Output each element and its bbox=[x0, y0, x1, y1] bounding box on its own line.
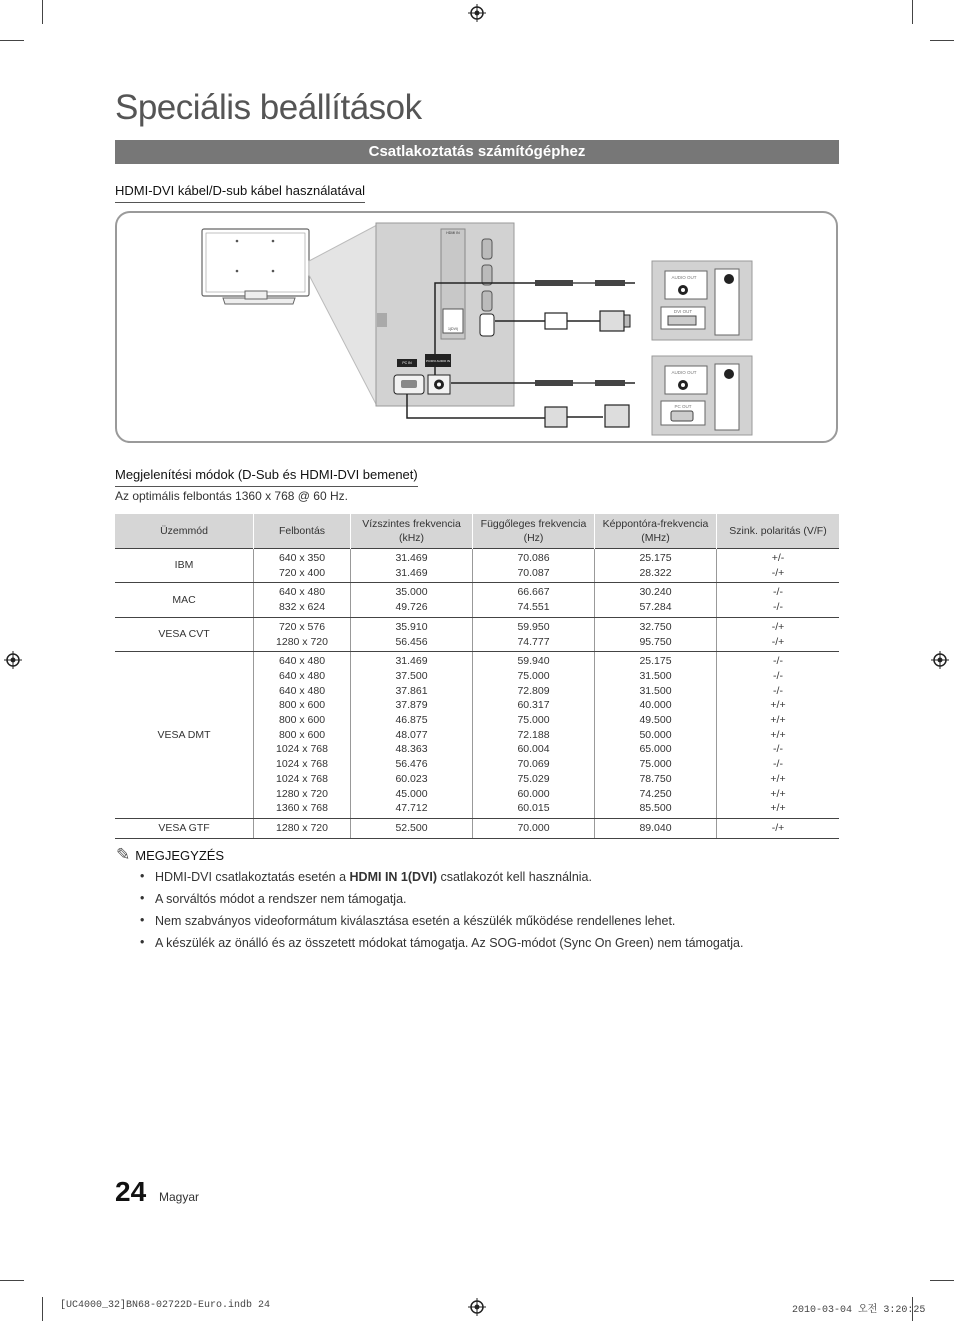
crop-mark bbox=[930, 40, 954, 41]
polarity-cell: +/- -/+ bbox=[717, 549, 840, 583]
crop-mark bbox=[42, 1297, 43, 1321]
section-bar: Csatlakoztatás számítógéphez bbox=[115, 140, 839, 164]
sub-heading-display-modes: Megjelenítési módok (D-Sub és HDMI-DVI bemenet) bbox=[115, 467, 418, 487]
crop-mark bbox=[0, 1280, 24, 1281]
header-mode: Üzemmód bbox=[115, 514, 254, 549]
crop-mark bbox=[42, 0, 43, 24]
v-freq-cell: 66.667 74.551 bbox=[473, 583, 595, 617]
header-h-freq: Vízszintes frekvencia (kHz) bbox=[351, 514, 473, 549]
mode-cell: VESA GTF bbox=[115, 818, 254, 838]
polarity-cell: -/+ bbox=[717, 818, 840, 838]
registration-mark-icon bbox=[931, 651, 949, 669]
pc-panel-dvi bbox=[652, 261, 752, 340]
resolution-cell: 640 x 480 640 x 480 640 x 480 800 x 600 800 x 600 800 x 600 1024 x 768 1024 x 768 1024 x 768 1280 x 720 1360 x 768 bbox=[254, 652, 351, 819]
v-freq-cell: 70.000 bbox=[473, 818, 595, 838]
mode-cell: MAC bbox=[115, 583, 254, 617]
polarity-cell: -/+ -/+ bbox=[717, 617, 840, 651]
list-item bbox=[140, 866, 743, 888]
print-file-info: [UC4000_32]BN68-02722D-Euro.indb 24 bbox=[60, 1300, 271, 1311]
display-modes-table bbox=[115, 514, 839, 839]
polarity-cell: -/- -/- bbox=[717, 583, 840, 617]
note-text: csatlakozót kell használnia. bbox=[437, 870, 592, 884]
hdmi-in-label: HDMI IN bbox=[446, 231, 460, 235]
h-freq-cell: 52.500 bbox=[351, 818, 473, 838]
pc2-pc-out-label: PC OUT bbox=[674, 404, 692, 409]
header-polarity: Szink. polaritás (V/F) bbox=[717, 514, 840, 549]
h-freq-cell: 35.000 49.726 bbox=[351, 583, 473, 617]
pc2-audio-out-label: AUDIO OUT bbox=[671, 370, 697, 375]
pixel-clock-cell: 89.040 bbox=[595, 818, 717, 838]
registration-mark-icon bbox=[468, 4, 486, 22]
pixel-clock-cell: 25.175 28.322 bbox=[595, 549, 717, 583]
audio-in-label: PC/DVI AUDIO IN bbox=[425, 359, 451, 363]
note-heading bbox=[116, 845, 224, 865]
print-timestamp: 2010-03-04 오전 3:20:25 bbox=[792, 1305, 926, 1316]
crop-mark bbox=[930, 1280, 954, 1281]
mode-cell: VESA CVT bbox=[115, 617, 254, 651]
page-language: Magyar bbox=[159, 1190, 200, 1204]
pixel-clock-cell: 25.175 31.500 31.500 40.000 49.500 50.000 65.000 75.000 78.750 74.250 85.500 bbox=[595, 652, 717, 819]
page-number: 24 bbox=[115, 1176, 147, 1207]
tv-back-icon bbox=[202, 229, 309, 304]
pixel-clock-cell: 32.750 95.750 bbox=[595, 617, 717, 651]
note-list bbox=[140, 866, 743, 954]
h-freq-cell: 31.469 31.469 bbox=[351, 549, 473, 583]
mode-cell: IBM bbox=[115, 549, 254, 583]
pc-panel-d-sub bbox=[652, 356, 752, 435]
sub-heading-cable: HDMI-DVI kábel/D-sub kábel használatával bbox=[115, 183, 365, 203]
resolution-cell: 640 x 480 832 x 624 bbox=[254, 583, 351, 617]
v-freq-cell: 70.086 70.087 bbox=[473, 549, 595, 583]
list-item: • A sorváltós módot a rendszer nem támogatja. bbox=[140, 888, 743, 910]
tv-connector-panel bbox=[376, 223, 514, 406]
header-resolution: Felbontás bbox=[254, 514, 351, 549]
hdmi-dvi-label: 1(DVI) bbox=[447, 327, 459, 331]
pc-in-label: PC IN bbox=[402, 361, 412, 365]
table-row bbox=[115, 617, 839, 651]
pc1-audio-out-label: AUDIO OUT bbox=[671, 275, 697, 280]
resolution-cell: 1280 x 720 bbox=[254, 818, 351, 838]
crop-mark bbox=[0, 40, 24, 41]
resolution-cell: 640 x 350 720 x 400 bbox=[254, 549, 351, 583]
header-v-freq: Függőleges frekvencia (Hz) bbox=[473, 514, 595, 549]
pixel-clock-cell: 30.240 57.284 bbox=[595, 583, 717, 617]
note-text: HDMI-DVI csatlakoztatás esetén a bbox=[155, 870, 350, 884]
table-row bbox=[115, 549, 839, 583]
header-pixel-clock: Képpontóra-frekvencia (MHz) bbox=[595, 514, 717, 549]
pc1-dvi-out-label: DVI OUT bbox=[673, 309, 693, 314]
crop-mark bbox=[912, 0, 913, 24]
note-heading-text: MEGJEGYZÉS bbox=[135, 847, 225, 863]
optimal-resolution-text: Az optimális felbontás 1360 x 768 @ 60 Hz. bbox=[115, 489, 348, 503]
polarity-cell: -/- -/- -/- +/+ +/+ +/+ -/- -/- +/+ +/+ +/+ bbox=[717, 652, 840, 819]
table-row bbox=[115, 818, 839, 838]
table-row bbox=[115, 652, 839, 819]
v-freq-cell: 59.950 74.777 bbox=[473, 617, 595, 651]
connection-diagram bbox=[115, 211, 838, 443]
page-title: Speciális beállítások bbox=[115, 88, 422, 127]
table-row bbox=[115, 583, 839, 617]
h-freq-cell: 35.910 56.456 bbox=[351, 617, 473, 651]
pencil-icon: ✎ bbox=[116, 845, 131, 864]
v-freq-cell: 59.940 75.000 72.809 60.317 75.000 72.188 60.004 70.069 75.029 60.000 60.015 bbox=[473, 652, 595, 819]
registration-mark-icon bbox=[468, 1298, 486, 1316]
note-emphasis: HDMI IN 1(DVI) bbox=[349, 870, 438, 884]
registration-mark-icon bbox=[4, 651, 22, 669]
list-item: • A készülék az önálló és az összetett módokat támogatja. Az SOG-módot (Sync On Green) nem támogatja. bbox=[140, 932, 743, 954]
resolution-cell: 720 x 576 1280 x 720 bbox=[254, 617, 351, 651]
h-freq-cell: 31.469 37.500 37.861 37.879 46.875 48.077 48.363 56.476 60.023 45.000 47.712 bbox=[351, 652, 473, 819]
table-header-row bbox=[115, 514, 839, 549]
list-item: • Nem szabványos videoformátum kiválasztása esetén a készülék működése rendellenes lehet. bbox=[140, 910, 743, 932]
mode-cell: VESA DMT bbox=[115, 652, 254, 819]
